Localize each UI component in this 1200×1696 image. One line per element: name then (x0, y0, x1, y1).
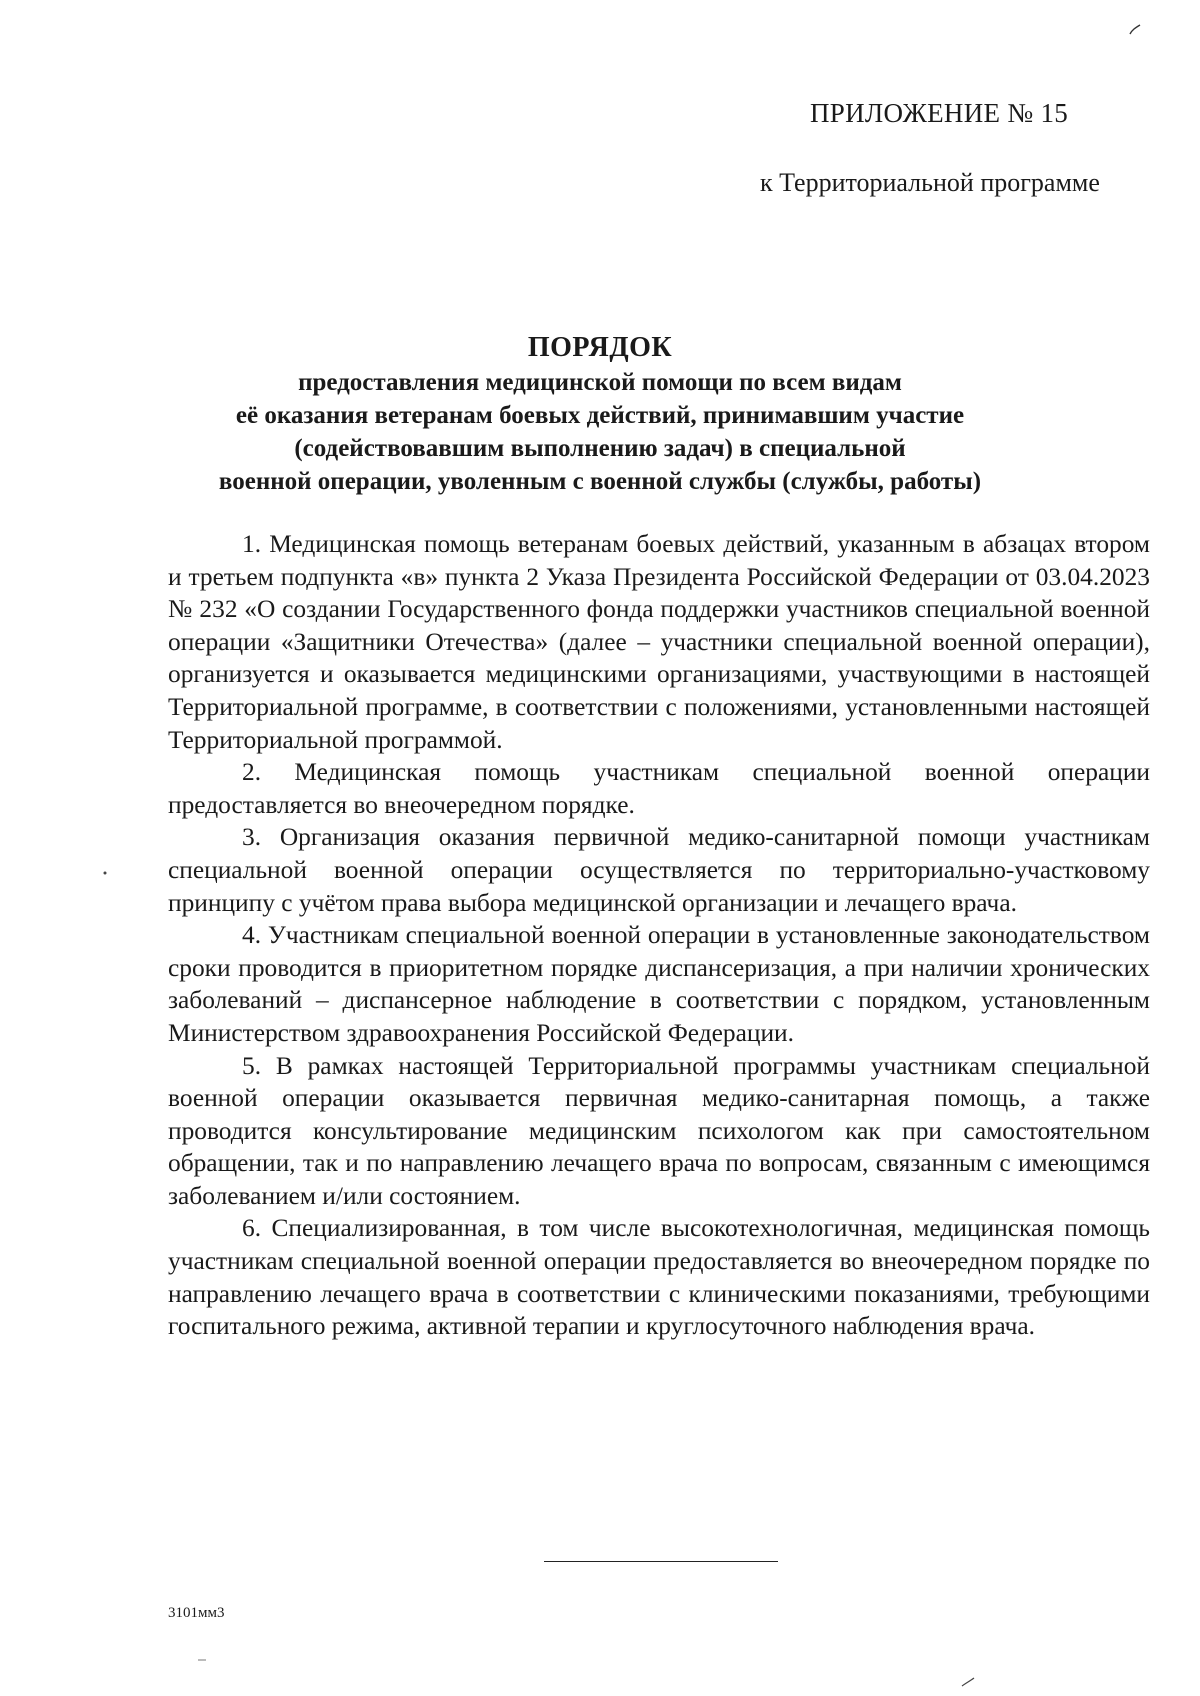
document-subtitle-line: (содействовавшим выполнению задач) в специальной (294, 435, 906, 462)
document-subtitle-line: военной операции, уволенным с военной службы (службы, работы) (218, 468, 982, 495)
appendix-reference: к Территориальной программе (760, 168, 1100, 197)
scan-mark-icon (1128, 22, 1144, 38)
paragraph-1: 1. Медицинская помощь ветеранам боевых действий, указанным в абзацах втором и третьем подпункта «в» пункта 2 Указа Президента Российской Федерации от 03.04.2023 № 232 «О создании Государственного фонда поддержки участников специальной военной операции «Защитники Отечества» (далее – участники специальной военной операции), организуется и оказывается медицинскими организациями, участвующими в настоящей Территориальной программе, в соответствии с положениями, установленными настоящей Территориальной программой. (168, 530, 1150, 754)
document-body (168, 528, 1150, 1343)
document-subtitle-line: предоставления медицинской помощи по всем видам (298, 369, 902, 396)
separator-line (544, 1561, 778, 1562)
appendix-number: ПРИЛОЖЕНИЕ № 15 (810, 98, 1069, 128)
document-title: ПОРЯДОК (527, 332, 673, 363)
scan-mark-icon (960, 1676, 976, 1688)
scan-dash-icon (197, 1658, 207, 1662)
paragraph-2: 2. Медицинская помощь участникам специальной военной операции предоставляется во внеочередном порядке. (168, 758, 1150, 819)
scan-dot-icon (102, 870, 108, 876)
paragraph-6: 6. Специализированная, в том числе высокотехнологичная, медицинская помощь участникам специальной военной операции предоставляется во внеочередном порядке по направлению лечащего врача в соответствии с клиническими показаниями, требующими госпитального режима, активной терапии и круглосуточного наблюдения врача. (168, 1214, 1150, 1341)
title-block (150, 330, 1050, 498)
document-subtitle-line: её оказания ветеранам боевых действий, принимавшим участие (235, 402, 965, 429)
document-code: 3101мм3 (168, 1605, 225, 1621)
paragraph-3: 3. Организация оказания первичной медико-санитарной помощи участникам специальной военной операции осуществляется по территориально-участковому принципу с учётом права выбора медицинской организации и лечащего врача. (168, 823, 1150, 917)
paragraph-4: 4. Участникам специальной военной операции в установленные законодательством сроки проводится в приоритетном порядке диспансеризация, а при наличии хронических заболеваний – диспансерное наблюдение в соответствии с порядком, установленным Министерством здравоохранения Российской Федерации. (168, 921, 1150, 1047)
paragraph-5: 5. В рамках настоящей Территориальной программы участникам специальной военной операции оказывается первичная медико-санитарная помощь, а также проводится консультирование медицинским психологом как при самостоятельном обращении, так и по направлению лечащего врача по вопросам, связанным с имеющимся заболеванием и/или состоянием. (168, 1051, 1150, 1210)
